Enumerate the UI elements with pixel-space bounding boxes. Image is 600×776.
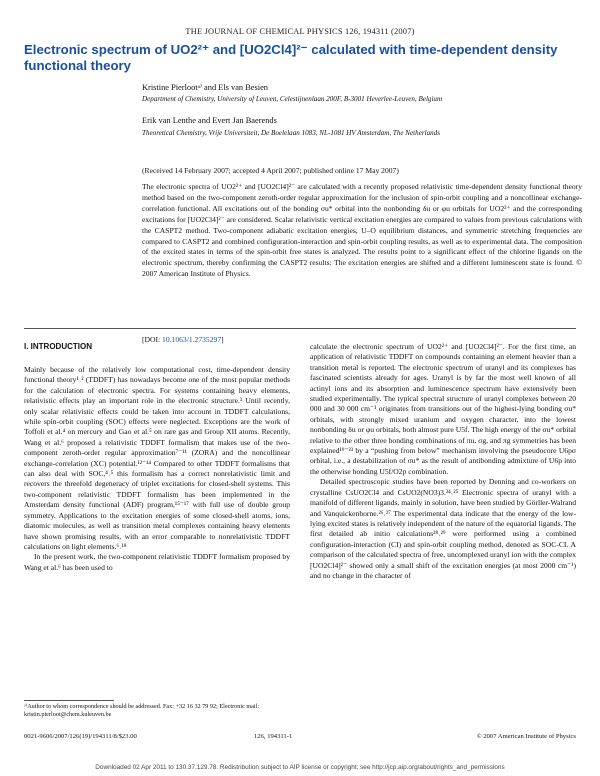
doi-end: ]: [221, 335, 224, 344]
section-title: I. INTRODUCTION: [24, 342, 92, 351]
footnote-rule: [24, 700, 114, 701]
affiliation-1: Department of Chemistry, University of Leuven, Celestijnenlaan 200F, B-3001 Heverlee-Leuven, Belgium: [142, 95, 443, 103]
doi-link[interactable]: 10.1063/1.2735297: [162, 335, 222, 344]
affiliation-2: Theoretical Chemistry, Vrije Universiteit, De Boelelaan 1083, NL-1081 HV Amsterdam, The Netherlands: [142, 129, 440, 137]
doi: [142, 335, 224, 344]
right-paragraph-2: Detailed spectroscopic studies have been reported by Denning and co-workers on crystalline CsUO2Cl4 and CsUO2(NO3)3.²⁴˒²⁵ Electronic spectra of uranyl with a manifold of different ligands, mainly in solution, have been studied by Görller-Walrand and Vanquickenborne.²⁶˒²⁷ The experimental data indicate that the energy of the low-lying excited states is relatively independent of the nature of the equatorial ligands. The first detailed ab initio calculations²⁸˒²⁹ were performed using a combined configuration-interaction (CI) and spin-orbit coupling method, denoted as SOC-CI. A comparison of the calculated spectra of free, uncomplexed uranyl ion with the complex [UO2Cl4]²⁻ showed only a small shift of the excitation energies (at most 2000 cm⁻¹) and no change in the character of: [310, 477, 576, 580]
right-column: [310, 342, 576, 581]
paper-title: Electronic spectrum of UO2²⁺ and [UO2Cl4]²⁻ calculated with time-dependent density functional theory: [24, 42, 558, 73]
journal-header: THE JOURNAL OF CHEMICAL PHYSICS 126, 194311 (2007): [185, 27, 415, 36]
left-paragraph-1: Mainly because of the relatively low computational cost, time-dependent density functional theory¹˒² (TDDFT) has nowadays become one of the most popular methods for the calculation of electronic spectra. For systems containing heavy elements, relativistic effects play an important role in the electronic structure.³ Until recently, only scalar relativistic effects could be taken into account in TDDFT calculations, while spin-orbit coupling (SOC) effects were neglected. Exceptions are the work of Toffoli et al.⁴ on mercury and Gao et al.⁵ on rare gas and Group XII atoms. Recently, Wang et al.⁶ proposed a relativistic TDDFT formalism that makes use of the two-component zeroth-order regular approximation⁷⁻¹¹ (ZORA) and the noncollinear exchange-correlation (XC) potential.¹²⁻¹⁴ Compared to other TDDFT formalisms that can also deal with SOC,⁴˒⁵ this formalism has a correct nonrelativistic limit and recovers the threefold degeneracy of triplet excitations for closed-shell systems. This two-component relativistic TDDFT formalism has been implemented in the Amsterdam density functional (ADF) program,¹⁵⁻¹⁷ with full use of double group symmetry. Applications to the excitation energies of some closed-shell atoms, ions, diatomic molecules, as well as transition metal complexes containing heavy elements have shown promising results, with an error comparable to nonrelativistic TDDFT calculations on light elements.⁶˒¹⁸: [24, 365, 290, 551]
doi-label: [DOI:: [142, 335, 163, 344]
left-paragraph-2: In the present work, the two-component relativistic TDDFT formalism proposed by Wang et al.⁶ has been used to: [24, 552, 290, 572]
abstract: The electronic spectra of UO2²⁺ and [UO2Cl4]²⁻ are calculated with a recently proposed relativistic time-dependent density functional theory method based on the two-component zeroth-order regular approximation for the inclusion of spin-orbit coupling and a noncollinear exchange-correlation functional. All excitations out of the bonding σu* orbital into the nonbonding δu or φu orbitals for UO2²⁺ and the corresponding excitations for [UO2Cl4]²⁻ are considered. Scalar relativistic vertical excitation energies are compared to values from previous calculations with the CASPT2 method. Two-component adiabatic excitation energies, U–O equilibrium distances, and symmetric stretching frequencies are compared to CASPT2 and combined configuration-interaction and spin-orbit coupling results, as well as to experimental data. The composition of the excited states in terms of the spin-orbit free states is analyzed. The results point to a significant effect of the chlorine ligands on the electronic spectrum, thereby confirming the CASPT2 results: The excitation energies are shifted and a different luminescent state is found. © 2007 American Institute of Physics.: [142, 182, 582, 279]
left-column: [24, 365, 290, 573]
footer-left: 0021-9606/2007/126(19)/194311/8/$23.00: [24, 733, 137, 740]
footnote: ᵃ⁾Author to whom correspondence should be addressed. Fax: +32 16 32 79 92; Electronic mail: kristin.pierloot@chem.kuleuven.be: [24, 703, 260, 719]
download-notice: Downloaded 02 Apr 2011 to 130.37.129.78. Redistribution subject to AIP license or copyright; see http://jcp.aip.org/about/rights_and_permissions: [95, 764, 505, 771]
received-dates: (Received 14 February 2007; accepted 4 April 2007; published online 17 May 2007): [142, 166, 399, 175]
footer-right: © 2007 American Institute of Physics: [476, 733, 576, 740]
right-paragraph-1: calculate the electronic spectrum of UO2²⁺ and [UO2Cl4]²⁻. For the first time, an application of relativistic TDDFT on compounds containing an element heavier than a transition metal is reported. The electronic spectrum of uranyl and its complexes has fascinated scientists already for ages. Uranyl is by far the most well known of all actinyl ions and its absorption and luminescence spectrum have extensively been studied experimentally. The typical spectral structure of uranyl complexes between 20 000 and 30 000 cm⁻¹ originates from transitions out of the highest-lying bonding σu* orbitals, with strongly mixed uranium and oxygen character, into the lowest nonbonding δu or φu orbitals, both almost pure U5f. The high energy of the σu* orbital relative to the other three bonding combinations of πu, σg, and πg symmetries has been explained¹⁹⁻²³ by a “pushing from below” mechanism involving the pseudocore U6pσ orbital, i.e., a destabilization of σu* as the result of antibonding admixture of U6p into the otherwise bonding U5f/O2p combination.: [310, 342, 576, 476]
authors-2: Erik van Lenthe and Evert Jan Baerends: [142, 116, 277, 125]
divider-rule: [24, 328, 576, 329]
authors-1: Kristine Pierlootᵃ⁾ and Els van Besien: [142, 83, 268, 92]
footer-center: 126, 194311-1: [254, 733, 293, 740]
